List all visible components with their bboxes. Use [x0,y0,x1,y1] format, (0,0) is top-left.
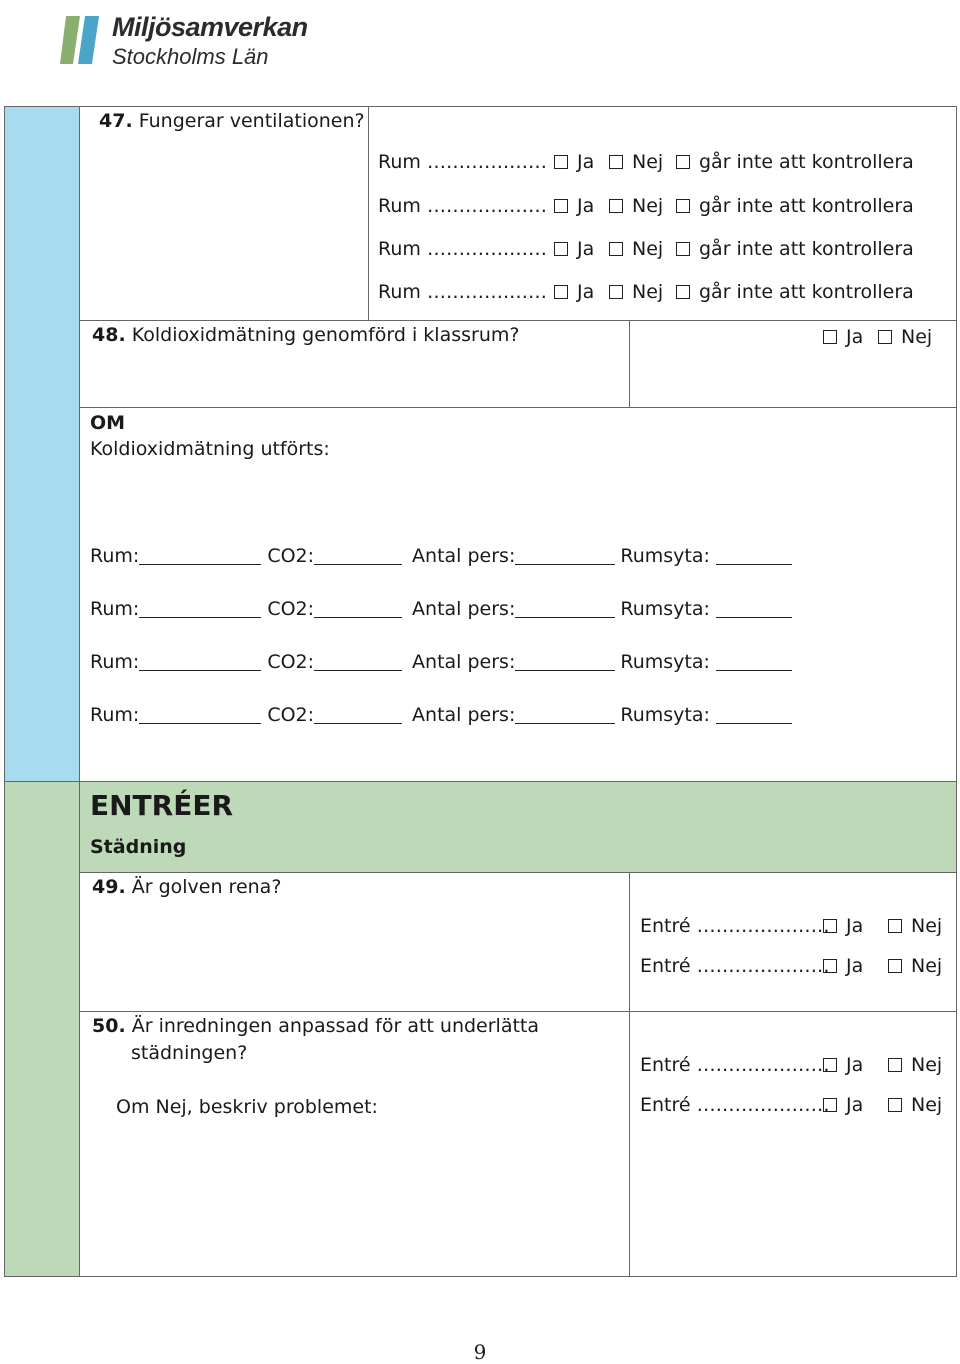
q49-row: Entré ………………… Ja Nej [640,955,943,977]
section-title: ENTRÉER [90,789,234,822]
co2-field[interactable] [314,705,402,724]
om-heading: OM [90,412,126,434]
checkbox-ja[interactable] [554,155,568,169]
checkbox-nej[interactable] [609,155,623,169]
q48-question: 48. Koldioxidmätning genomförd i klassrum? [92,324,520,346]
logo [60,12,330,68]
q48-answer: Ja Nej [823,328,932,347]
q47-row: Rum ………….…… Ja Nej går inte att kontrollera [378,151,914,173]
checkbox-ja[interactable] [554,285,568,299]
rum-field[interactable] [139,652,261,671]
green-sidebar [4,781,79,1277]
co2-field[interactable] [314,546,402,565]
co2-row: Rum: CO2: Antal pers: Rumsyta: [90,652,792,672]
checkbox-ja[interactable] [823,330,837,344]
checkbox-cannot-check[interactable] [676,285,690,299]
page-number: 9 [473,1340,487,1364]
checkbox-ja[interactable] [823,1058,837,1072]
checkbox-nej[interactable] [888,959,902,973]
co2-row: Rum: CO2: Antal pers: Rumsyta: [90,546,792,566]
blue-sidebar [4,106,79,781]
q50-note: Om Nej, beskriv problemet: [116,1096,378,1118]
co2-field[interactable] [314,652,402,671]
checkbox-nej[interactable] [888,919,902,933]
checkbox-ja[interactable] [823,1098,837,1112]
rumsyta-field[interactable] [716,599,792,618]
checkbox-ja[interactable] [554,242,568,256]
checkbox-ja[interactable] [823,919,837,933]
checkbox-ja[interactable] [823,959,837,973]
logo-mark-icon [60,12,110,68]
om-subheading: Koldioxidmätning utförts: [90,438,330,460]
rumsyta-field[interactable] [716,705,792,724]
rum-field[interactable] [139,546,261,565]
antal-pers-field[interactable] [515,599,615,618]
q50-question: 50. Är inredningen anpassad för att underlätta [92,1015,540,1037]
q50-row: Entré ………………… Ja Nej [640,1054,943,1076]
antal-pers-field[interactable] [515,705,615,724]
rumsyta-field[interactable] [716,546,792,565]
rum-field[interactable] [139,705,261,724]
checkbox-nej[interactable] [878,330,892,344]
checkbox-cannot-check[interactable] [676,155,690,169]
rum-field[interactable] [139,599,261,618]
co2-row: Rum: CO2: Antal pers: Rumsyta: [90,599,792,619]
checkbox-nej[interactable] [888,1058,902,1072]
checkbox-nej[interactable] [609,242,623,256]
antal-pers-field[interactable] [515,546,615,565]
rumsyta-field[interactable] [716,652,792,671]
checkbox-ja[interactable] [554,199,568,213]
q49-question: 49. Är golven rena? [92,876,282,898]
checkbox-nej[interactable] [888,1098,902,1112]
co2-row: Rum: CO2: Antal pers: Rumsyta: [90,705,792,725]
q47-row: Rum ………….…… Ja Nej går inte att kontrollera [378,238,914,260]
logo-title: Miljösamverkan [112,12,308,42]
checkbox-nej[interactable] [609,285,623,299]
antal-pers-field[interactable] [515,652,615,671]
q50-row: Entré ………………… Ja Nej [640,1094,943,1116]
logo-subtitle: Stockholms Län [112,44,269,69]
checkbox-cannot-check[interactable] [676,199,690,213]
checkbox-nej[interactable] [609,199,623,213]
q47-question: 47. Fungerar ventilationen? [99,110,365,132]
q50-question-cont: städningen? [131,1042,248,1064]
checkbox-cannot-check[interactable] [676,242,690,256]
co2-field[interactable] [314,599,402,618]
section-subtitle: Städning [90,836,187,858]
q47-row: Rum ………….…… Ja Nej går inte att kontrollera [378,195,914,217]
q49-row: Entré ………………… Ja Nej [640,915,943,937]
q47-row: Rum ………….…… Ja Nej går inte att kontrollera [378,281,914,303]
